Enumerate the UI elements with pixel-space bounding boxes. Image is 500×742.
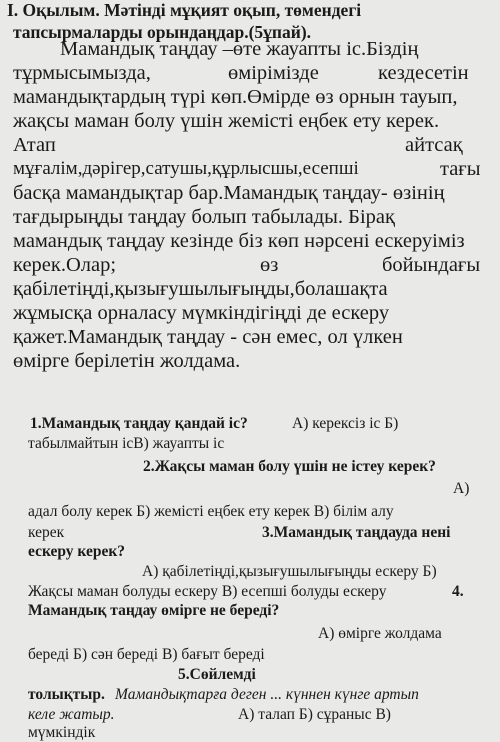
question-3: ескеру керек? [28, 543, 126, 560]
passage-line: айтсақ [405, 134, 463, 156]
question-1-options: А) керексіз іс Б) [292, 415, 399, 432]
question-1-options: табылмайтын ісВ) жауапты іс [28, 435, 225, 452]
question-2-options: адал болу керек Б) жемісті еңбек ету керек В) білім алу [28, 503, 394, 520]
passage-line: Мамандық таңдау –өте жауапты іс.Біздің [60, 38, 419, 60]
question-1: 1.Мамандық таңдау қандай іс? [30, 415, 248, 432]
question-4: Мамандық таңдау өмірге не береді? [28, 602, 280, 619]
passage-line: өз [260, 254, 279, 276]
passage-line: жұмысқа орналасу мүмкіндігіңді де ескеру [13, 302, 390, 324]
passage-line: тағдырыңды таңдау болып табылады. Бірақ [13, 206, 395, 228]
question-4-options: А) өмірге жолдама [318, 625, 442, 642]
passage-line: мамандық таңдау кезінде біз көп нәрсені ескеруіміз [13, 230, 465, 252]
passage-line: тағы [440, 158, 481, 180]
question-5-options: мүмкіндік [28, 724, 96, 741]
question-5-options: А) талап Б) сұраныс В) [238, 706, 391, 723]
passage-line: бойындағы [382, 254, 481, 276]
passage-line: қабілетіңді,қызығушылығыңды,болашақта [13, 278, 388, 300]
passage-line: өмірімізде [228, 62, 319, 84]
passage-line: мұғалім,дәрігер,сатушы,құрлысшы,есепші [13, 158, 359, 179]
question-5-sentence: келе жатыр. [28, 706, 115, 723]
question-5: 5.Сөйлемді [178, 666, 256, 683]
passage-line: басқа мамандықтар бар.Мамандық таңдау- өзінің [13, 182, 445, 204]
passage-line: кездесетін [378, 62, 469, 84]
question-4-number: 4. [452, 583, 464, 600]
passage-line: Атап [13, 134, 56, 156]
question-3-options: Жақсы маман болуды ескеру В) есепші болуды ескеру [28, 583, 387, 600]
question-3-options: А) қабілетіңді,қызығушылығыңды ескеру Б) [142, 563, 437, 580]
passage-line: өмірге берілетін жолдама. [13, 350, 241, 372]
passage-line: қажет.Мамандық таңдау - сән емес, ол үлкен [13, 326, 403, 348]
question-5-sentence: Мамандықтарға деген ... күннен күнге артып [115, 686, 419, 703]
passage-line: тұрмысымызда, [13, 62, 151, 84]
question-3: 3.Мамандық таңдауда нені [262, 524, 451, 541]
question-2: 2.Жақсы маман болу үшін не істеу керек? [143, 458, 436, 475]
task-heading: I. Оқылым. Мәтінді мұқият оқып, төмендегі [7, 0, 362, 20]
question-2-option-a-label: А) [453, 480, 470, 497]
question-4-options: береді Б) сән береді В) бағыт береді [28, 646, 265, 663]
passage-line: мамандықтардың түрі көп.Өмірде өз орнын тауып, [13, 86, 458, 108]
task-heading-cont: тапсырмаларды орындаңдар.(5ұпай). [13, 22, 312, 42]
passage-line: жақсы маман болу үшін жемісті еңбек ету керек. [13, 110, 440, 132]
question-2-options: керек [28, 524, 65, 541]
passage-line: керек.Олар; [13, 254, 117, 276]
question-5: толықтыр. [28, 686, 105, 703]
